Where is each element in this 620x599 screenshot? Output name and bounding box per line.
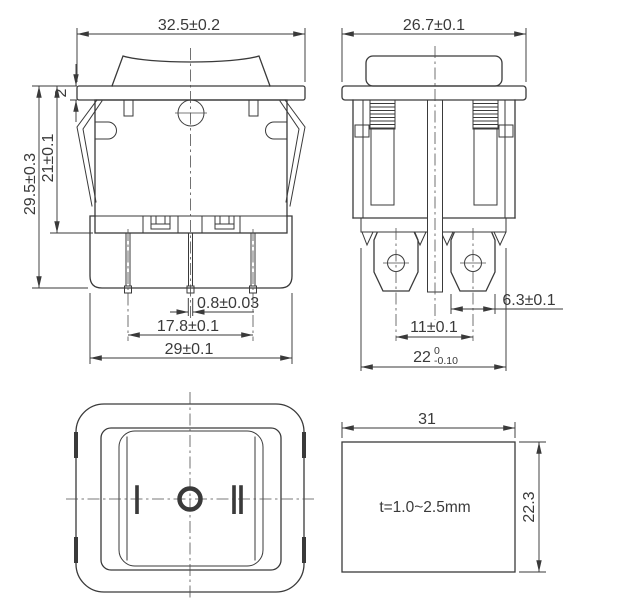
marking-II: II — [230, 476, 245, 523]
lower-cover-outline — [90, 216, 292, 288]
dim-pin-spacing: 17.8±0.1 — [156, 318, 220, 335]
screw-terminal-right — [215, 216, 234, 229]
serrated-clip-left — [370, 100, 395, 129]
clip-slot-right — [474, 129, 497, 205]
dim-cutout-height: 22.3 — [521, 491, 538, 523]
dim-terminal-pitch: 11±0.1 — [410, 319, 458, 336]
panel-thickness-note: t=1.0~2.5mm — [379, 499, 471, 516]
corner-tab-top-left — [74, 432, 78, 458]
dim-front-overall: 29.5±0.3 — [22, 152, 39, 216]
dim-side-width: 26.7±0.1 — [402, 17, 466, 34]
panel-cutout-view — [342, 411, 546, 572]
dim-body-width: 22 — [413, 349, 431, 366]
dim-front-width: 32.5±0.2 — [157, 17, 221, 34]
latch-right — [266, 122, 288, 139]
dim-terminal-width: 6.3±0.1 — [502, 292, 556, 309]
latch-left — [95, 122, 117, 139]
front-view — [22, 17, 305, 364]
serrated-clip-right — [473, 100, 498, 129]
face-outer-outline — [76, 404, 304, 592]
dim-body-width-tol-lower: -0.10 — [434, 355, 458, 367]
side-flange — [342, 86, 526, 100]
side-rocker — [366, 56, 502, 86]
clip-slot-left — [371, 129, 394, 205]
corner-tab-bottom-right — [302, 537, 306, 563]
dim-flange-thickness: 2 — [53, 88, 70, 98]
dim-body-width-tol-upper: 0 — [434, 345, 440, 357]
locating-peg-left — [124, 100, 133, 116]
side-dimensions — [342, 17, 563, 371]
dim-cutout-width: 31 — [418, 411, 436, 428]
spring-wing-right — [280, 100, 305, 206]
side-view — [342, 17, 563, 371]
rocker-button-outline — [112, 56, 270, 86]
switch-body — [95, 100, 287, 233]
screw-terminal-left — [151, 216, 170, 229]
dim-front-depth: 21±0.1 — [40, 133, 57, 183]
dim-pin-thickness: 0.8±0.03 — [197, 295, 260, 312]
front-dimensions — [22, 17, 305, 364]
locating-peg-right — [249, 100, 258, 116]
face-view — [66, 392, 314, 599]
spring-wing-left — [77, 100, 102, 206]
corner-tab-top-right — [302, 432, 306, 458]
mounting-flange — [77, 86, 305, 100]
side-tab-left — [355, 125, 369, 137]
corner-tab-bottom-left — [74, 537, 78, 563]
dim-base-width: 29±0.1 — [164, 341, 214, 358]
marking-I: I — [133, 476, 141, 523]
side-tab-right — [499, 125, 513, 137]
